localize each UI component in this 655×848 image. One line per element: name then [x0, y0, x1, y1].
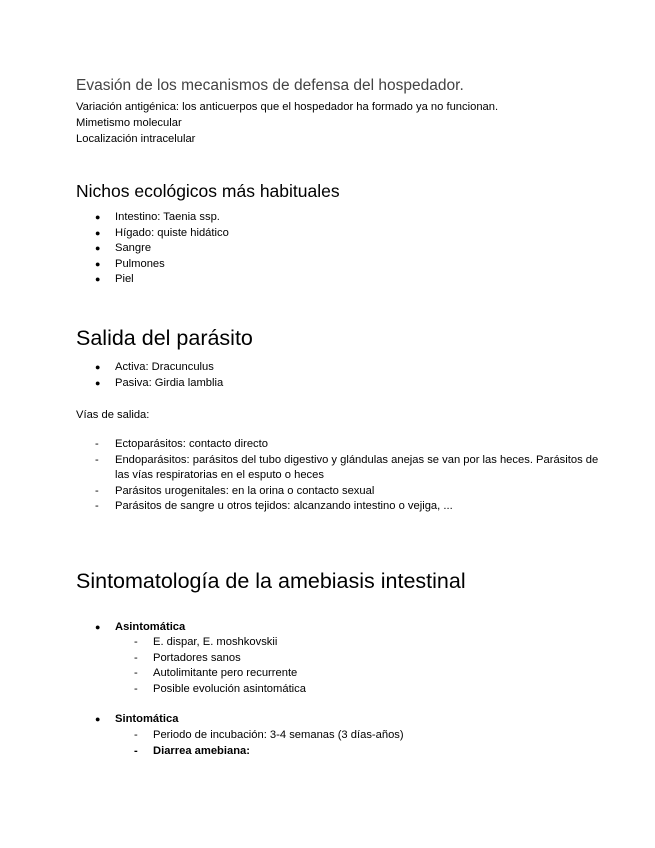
list-item: ● Piel [76, 272, 229, 288]
list-item: - Ectoparásitos: contacto directo [76, 437, 615, 453]
heading-nichos: Nichos ecológicos más habituales [76, 181, 340, 201]
text-line: Variación antigénica: los anticuerpos que el hospedador ha formado ya no funcionan. [76, 101, 499, 113]
text-line: Localización intracelular [76, 133, 196, 145]
list-item: - Diarrea amebiana: [76, 744, 404, 760]
list-item: - Endoparásitos: parásitos del tubo digestivo y glándulas anejas se van por las heces. Parásitos de las vías respiratorias en el esputo o heces [76, 453, 615, 484]
list-item: ● Pulmones [76, 257, 229, 273]
heading-salida: Salida del parásito [76, 326, 253, 350]
list-item: ● Intestino: Taenia ssp. [76, 210, 229, 226]
list-item: - Parásitos de sangre u otros tejidos: alcanzando intestino o vejiga, ... [76, 499, 615, 515]
list-item: - Portadores sanos [76, 651, 306, 667]
salida-list [76, 360, 223, 391]
text-line: Mimetismo molecular [76, 117, 182, 129]
list-item-asintomatica: ● Asintomática [76, 620, 185, 636]
nichos-list [76, 210, 229, 288]
vias-list [76, 437, 615, 515]
asint-list [76, 620, 185, 636]
sint-list [76, 712, 178, 728]
list-item: - E. dispar, E. moshkovskii [76, 635, 306, 651]
list-item-sintomatica: ● Sintomática [76, 712, 178, 728]
list-item: - Parásitos urogenitales: en la orina o contacto sexual [76, 484, 615, 500]
list-item: ● Activa: Dracunculus [76, 360, 223, 376]
heading-sintomatologia: Sintomatología de la amebiasis intestinal [76, 569, 466, 593]
list-item: - Posible evolución asintomática [76, 682, 306, 698]
list-item: - Periodo de incubación: 3-4 semanas (3 días-años) [76, 728, 404, 744]
vias-label: Vías de salida: [76, 409, 150, 421]
heading-evasion: Evasión de los mecanismos de defensa del hospedador. [76, 77, 464, 94]
list-item: - Autolimitante pero recurrente [76, 666, 306, 682]
asint-sublist [76, 635, 306, 697]
sint-sublist [76, 728, 404, 759]
list-item: ● Hígado: quiste hidático [76, 226, 229, 242]
list-item: ● Sangre [76, 241, 229, 257]
list-item: ● Pasiva: Girdia lamblia [76, 376, 223, 392]
